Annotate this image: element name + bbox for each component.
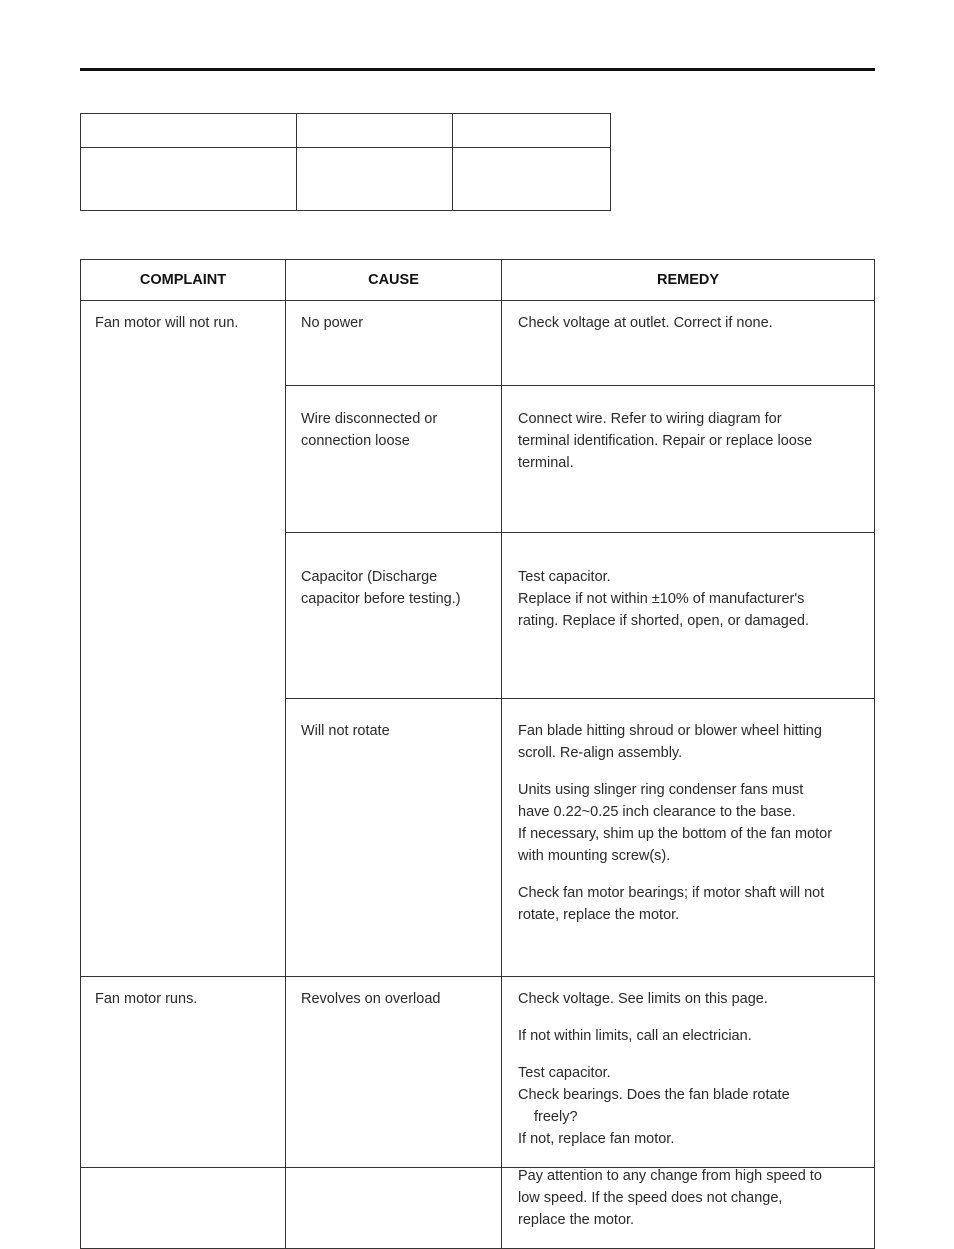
cause-text: Wire disconnected or bbox=[301, 411, 438, 427]
remedy-text: If not, replace fan motor. bbox=[518, 1131, 675, 1147]
remedy-text: have 0.22~0.25 inch clearance to the base. bbox=[518, 804, 796, 820]
remedy-header: REMEDY bbox=[502, 260, 875, 301]
complaint-text: Fan motor will not run. bbox=[95, 315, 239, 331]
cause-text: No power bbox=[301, 315, 364, 331]
remedy-cell bbox=[502, 533, 875, 699]
cause-cell bbox=[286, 301, 502, 386]
cause-text: connection loose bbox=[301, 433, 410, 449]
remedy-text: Test capacitor. bbox=[518, 1065, 611, 1081]
remedy-text: Fan blade hitting shroud or blower wheel hitting bbox=[518, 723, 822, 739]
remedy-paragraph bbox=[518, 312, 864, 334]
remedy-text: rotate, replace the motor. bbox=[518, 907, 680, 923]
blank-table-row bbox=[81, 148, 611, 211]
remedy-paragraph bbox=[518, 1025, 864, 1047]
remedy-text: Replace if not within ±10% of manufacturer's bbox=[518, 591, 805, 607]
remedy-paragraph bbox=[518, 408, 864, 474]
table-row bbox=[81, 301, 875, 386]
blank-cell bbox=[81, 114, 297, 148]
cause-cell bbox=[286, 977, 502, 1249]
troubleshooting-table bbox=[80, 259, 875, 1249]
remedy-paragraph bbox=[518, 988, 864, 1010]
cause-text: Revolves on overload bbox=[301, 991, 441, 1007]
remedy-text: If necessary, shim up the bottom of the fan motor bbox=[518, 826, 833, 842]
remedy-cell bbox=[502, 301, 875, 386]
remedy-text: Test capacitor. bbox=[518, 569, 611, 585]
remedy-text: Pay attention to any change from high speed to bbox=[518, 1168, 822, 1184]
cause-cell bbox=[286, 386, 502, 533]
cause-text: Will not rotate bbox=[301, 723, 390, 739]
remedy-cell bbox=[502, 699, 875, 977]
cause-text: capacitor before testing.) bbox=[301, 591, 461, 607]
complaint-cell bbox=[81, 301, 286, 977]
remedy-paragraph bbox=[518, 1165, 864, 1231]
remedy-text: Connect wire. Refer to wiring diagram for bbox=[518, 411, 782, 427]
remedy-text: terminal. bbox=[518, 455, 574, 471]
remedy-cell bbox=[502, 386, 875, 533]
remedy-paragraph bbox=[518, 882, 864, 926]
remedy-text: terminal identification. Repair or replace loose bbox=[518, 433, 813, 449]
cause-cell bbox=[286, 533, 502, 699]
remedy-text: Check voltage at outlet. Correct if none. bbox=[518, 315, 773, 331]
remedy-text: with mounting screw(s). bbox=[518, 848, 671, 864]
remedy-text: Units using slinger ring condenser fans must bbox=[518, 782, 804, 798]
blank-table-row bbox=[81, 114, 611, 148]
table-header-row bbox=[81, 260, 875, 301]
cause-header: CAUSE bbox=[286, 260, 502, 301]
remedy-text: freely? bbox=[534, 1109, 578, 1125]
remedy-paragraph bbox=[518, 566, 864, 632]
remedy-cell bbox=[502, 977, 875, 1249]
remedy-paragraph bbox=[518, 720, 864, 764]
blank-cell bbox=[453, 114, 611, 148]
remedy-text: If not within limits, call an electrician. bbox=[518, 1028, 752, 1044]
remedy-paragraph bbox=[518, 779, 864, 867]
footer-rule bbox=[80, 1167, 875, 1168]
complaint-text: Fan motor runs. bbox=[95, 991, 198, 1007]
remedy-text: Check fan motor bearings; if motor shaft will not bbox=[518, 885, 825, 901]
blank-info-table bbox=[80, 113, 611, 211]
remedy-text: Check voltage. See limits on this page. bbox=[518, 991, 768, 1007]
blank-cell bbox=[297, 148, 453, 211]
remedy-text: scroll. Re-align assembly. bbox=[518, 745, 683, 761]
remedy-paragraph bbox=[518, 1062, 864, 1150]
remedy-text: low speed. If the speed does not change, bbox=[518, 1190, 783, 1206]
complaint-cell bbox=[81, 977, 286, 1249]
complaint-header: COMPLAINT bbox=[81, 260, 286, 301]
remedy-text: replace the motor. bbox=[518, 1212, 635, 1228]
blank-cell bbox=[453, 148, 611, 211]
cause-cell bbox=[286, 699, 502, 977]
cause-text: Capacitor (Discharge bbox=[301, 569, 438, 585]
remedy-text: Check bearings. Does the fan blade rotate bbox=[518, 1087, 790, 1103]
remedy-text: rating. Replace if shorted, open, or damaged. bbox=[518, 613, 809, 629]
blank-cell bbox=[81, 148, 297, 211]
header-rule bbox=[80, 68, 875, 71]
table-row bbox=[81, 977, 875, 1249]
blank-cell bbox=[297, 114, 453, 148]
